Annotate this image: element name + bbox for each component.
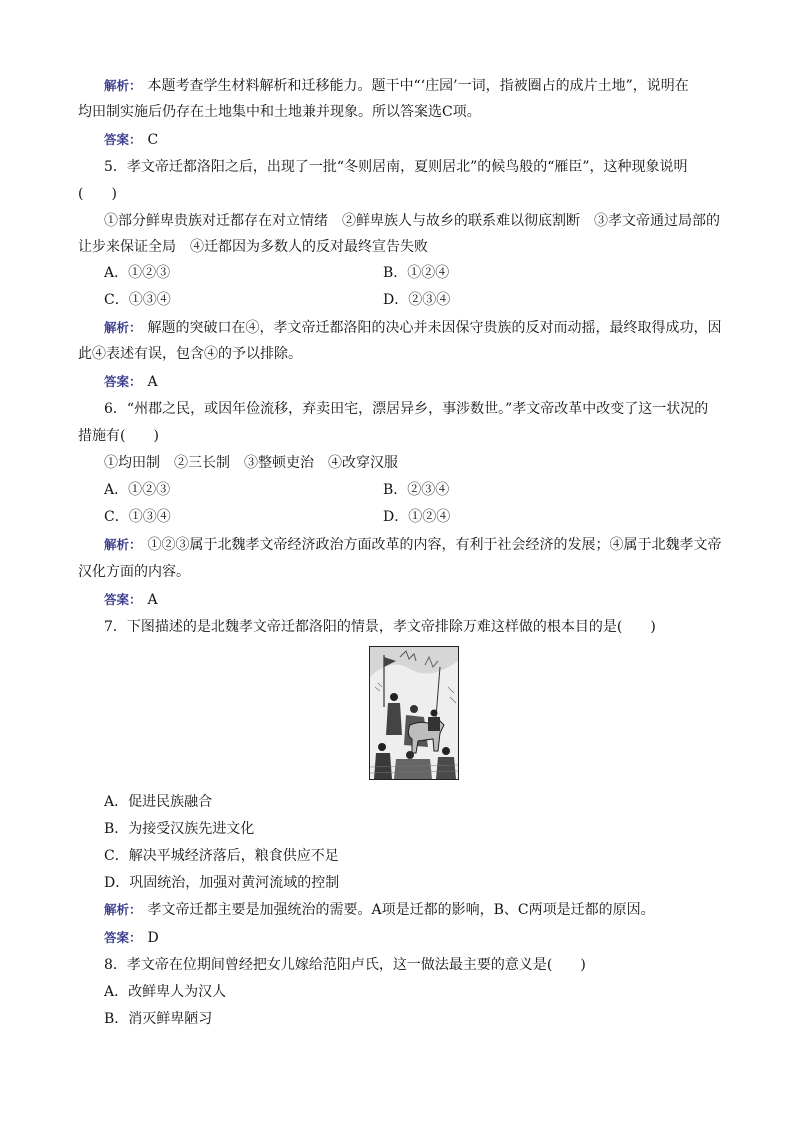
q5-option-b: B．①②④ [383,265,450,281]
q7-option-d: D．巩固统治，加强对黄河流域的控制 [104,875,340,891]
q7-answer: 答案： D [104,930,159,946]
q5-stem-line-2: ( ) [78,186,117,202]
q6-analysis-line-1: 解析： ①②③属于北魏孝文帝经济政治方面改革的内容，有利于社会经济的发展；④属于北魏孝文帝 [104,537,722,553]
q5-option-d: D．②③④ [383,292,451,308]
q6-option-b: B．②③④ [383,482,450,498]
q6-option-d: D．①②④ [383,509,451,525]
illustration-art [370,647,458,779]
q5-statements-line-2: 让步来保证全局 ④迁都因为多数人的反对最终宣告失败 [78,239,428,255]
q6-stem-line-2: 措施有( ) [78,428,159,444]
q5-analysis-line-1: 解析： 解题的突破口在④，孝文帝迁都洛阳的决心并未因保守贵族的反对而动摇，最终取得成功，因 [104,320,722,336]
q7-option-c: C．解决平城经济落后，粮食供应不足 [104,848,339,864]
q5-option-a: A．①②③ [104,265,171,281]
q7-option-a: A．促进民族融合 [104,794,213,810]
q7-stem: 7．下图描述的是北魏孝文帝迁都洛阳的情景，孝文帝排除万难这样做的根本目的是( ) [104,619,656,635]
q6-stem-line-1: 6．“州郡之民，或因年俭流移，弃卖田宅，漂居异乡，事涉数世。”孝文帝改革中改变了这一状况的 [104,401,709,417]
q5-stem-line-1: 5．孝文帝迁都洛阳之后，出现了一批“冬则居南，夏则居北”的候鸟般的“雁臣”，这种现象说明 [104,159,688,175]
q8-option-b: B．消灭鲜卑陋习 [104,1011,213,1027]
q4-analysis-line-2: 均田制实施后仍存在土地集中和土地兼并现象。所以答案选C项。 [78,104,481,120]
q8-stem: 8．孝文帝在位期间曾经把女儿嫁给范阳卢氏，这一做法最主要的意义是( ) [104,957,586,973]
q6-statements: ①均田制 ②三长制 ③整顿吏治 ④改穿汉服 [104,455,398,471]
q4-answer: 答案： C [104,132,159,148]
q7-analysis: 解析： 孝文帝迁都主要是加强统治的需要。A项是迁都的影响，B、C两项是迁都的原因。 [104,902,655,918]
q7-option-b: B．为接受汉族先进文化 [104,821,255,837]
q4-analysis-line-1: 解析： 本题考查学生材料解析和迁移能力。题干中“‘庄园’一词，指被圈占的成片土地”，说明在 [104,78,689,94]
relocation-illustration [369,646,459,780]
q6-analysis-line-2: 汉化方面的内容。 [78,564,190,580]
analysis-label: 解析： [104,78,142,93]
q6-option-a: A．①②③ [104,482,171,498]
q6-option-c: C．①③④ [104,509,171,525]
answer-label: 答案： [104,132,142,147]
q5-option-c: C．①③④ [104,292,171,308]
q5-answer: 答案： A [104,374,158,390]
q6-answer: 答案： A [104,592,158,608]
q5-analysis-line-2: 此④表述有误，包含④的予以排除。 [78,346,302,362]
q8-option-a: A．改鲜卑人为汉人 [104,984,227,1000]
q5-statements-line-1: ①部分鲜卑贵族对迁都存在对立情绪 ②鲜卑族人与故乡的联系难以彻底割断 ③孝文帝通过局部的 [104,213,720,229]
